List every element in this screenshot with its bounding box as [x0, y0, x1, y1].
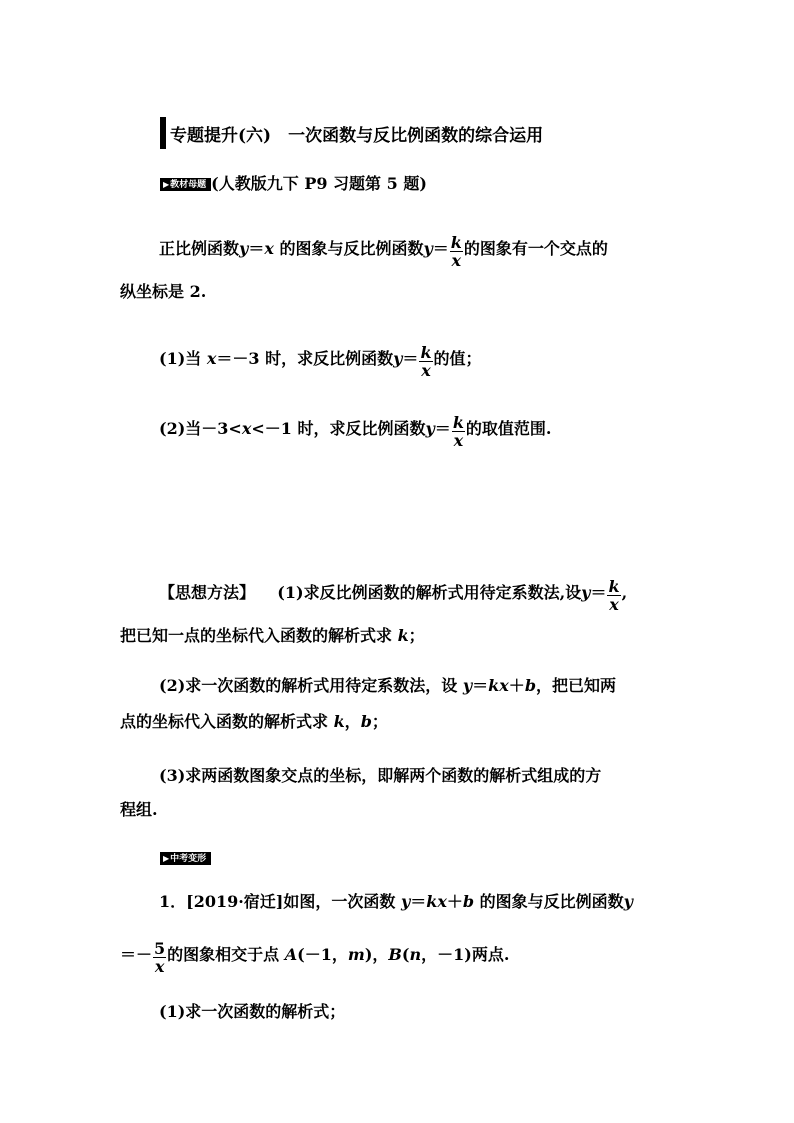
problem-line-1 — [159, 232, 608, 270]
fraction-k-over-x — [450, 234, 463, 269]
exam-text: ( — [401, 945, 410, 964]
exam-tag-label: 中考变形 — [170, 854, 207, 864]
method-text: ，把已知两 — [536, 676, 617, 695]
math-op: ＝ — [410, 892, 427, 911]
fraction-numerator: k — [608, 577, 620, 596]
math-var: k — [333, 712, 345, 731]
exam-question-1 — [159, 1000, 345, 1024]
math-var: B — [388, 945, 402, 964]
exam-problem-line-2 — [120, 938, 510, 976]
exam-text: (－1， — [297, 945, 348, 964]
method-text: ； — [371, 712, 388, 731]
problem-line-2 — [120, 280, 206, 304]
problem-text: 正比例函数 — [159, 239, 240, 258]
math-var: x — [206, 349, 217, 368]
fraction-numerator: k — [452, 413, 464, 432]
question-text: <－1 时，求反比例函数 — [251, 419, 426, 438]
title-text: 专题提升(六) 一次函数与反比例函数的综合运用 — [170, 125, 544, 146]
fraction-k-over-x — [419, 344, 432, 379]
math-var: kx — [488, 676, 509, 695]
fraction-5-over-x — [153, 940, 166, 975]
question-2 — [159, 412, 552, 450]
exam-text: (1)求一次函数的解析式； — [159, 1002, 346, 1021]
math-op: ＝ — [590, 583, 607, 602]
exam-text: ，－1)两点. — [421, 945, 510, 964]
method-text: ， — [344, 712, 361, 731]
problem-text: 纵坐标是 2. — [120, 282, 207, 301]
method-text: 把已知一点的坐标代入函数的解析式求 — [120, 626, 398, 645]
method-line-1b — [120, 624, 425, 648]
math-var: m — [347, 945, 365, 964]
math-var: y — [425, 419, 435, 438]
page-title — [160, 117, 543, 149]
math-var: A — [284, 945, 298, 964]
math-op: ＋ — [508, 676, 525, 695]
method-text: (2)求一次函数的解析式用待定系数法，设 — [159, 676, 463, 695]
math-var: y — [239, 239, 249, 258]
question-text: 的值； — [433, 349, 482, 368]
method-line-3b — [120, 798, 158, 822]
exam-text: 1．[2019·宿迁]如图，一次函数 — [159, 892, 401, 911]
fraction-numerator: k — [420, 343, 432, 362]
fraction-denominator: x — [421, 361, 431, 380]
exam-tag — [160, 852, 211, 865]
math-var: b — [360, 712, 372, 731]
play-triangle-icon: ▶ — [163, 179, 170, 189]
method-text: (3)求两函数图象交点的坐标，即解两个函数的解析式组成的方 — [159, 766, 602, 785]
exam-problem-line-1 — [159, 890, 633, 914]
math-op: ＝ — [432, 239, 449, 258]
math-var: n — [409, 945, 422, 964]
fraction-numerator: k — [450, 233, 462, 252]
method-text: 程组. — [120, 800, 158, 819]
method-text: , — [621, 583, 628, 602]
textbook-source: (人教版九下 P9 习题第 5 题) — [211, 174, 427, 193]
fraction-denominator: x — [609, 595, 619, 614]
math-op: ＝－ — [120, 945, 153, 964]
method-line-2 — [159, 674, 616, 698]
math-var: y — [581, 583, 591, 602]
math-var: x — [264, 239, 274, 258]
math-op: ＋ — [446, 892, 463, 911]
math-op: ＝ — [402, 349, 419, 368]
question-1 — [159, 342, 482, 380]
method-text: ； — [408, 626, 425, 645]
method-label: 【思想方法】 — [159, 583, 256, 602]
math-op: ＝ — [434, 419, 451, 438]
fraction-denominator: x — [453, 431, 464, 450]
method-text: 点的坐标代入函数的解析式求 — [120, 712, 334, 731]
math-var: y — [400, 892, 411, 911]
math-var: b — [462, 892, 475, 911]
question-text: (1)当 — [159, 349, 207, 368]
math-var: y — [423, 239, 433, 258]
textbook-source-line — [160, 172, 427, 196]
fraction-k-over-x — [452, 414, 465, 449]
method-line-1 — [159, 576, 628, 614]
fraction-denominator: x — [154, 957, 165, 976]
exam-text: 的图象与反比例函数 — [474, 892, 624, 911]
math-op: ＝ — [472, 676, 489, 695]
problem-text: 的图象与反比例函数 — [273, 239, 424, 258]
exam-text: )， — [364, 945, 389, 964]
textbook-tag-label: 教材母题 — [170, 180, 207, 190]
fraction-numerator: 5 — [154, 939, 166, 958]
title-bar-decoration — [160, 117, 166, 149]
method-line-2b — [120, 710, 388, 734]
math-var: y — [623, 892, 633, 911]
math-var: y — [462, 676, 473, 695]
math-var: y — [393, 349, 403, 368]
math-var: k — [397, 626, 409, 645]
math-var: x — [241, 419, 252, 438]
exam-text: 的图象相交于点 — [167, 945, 285, 964]
method-text: (1)求反比例函数的解析式用待定系数法,设 — [277, 583, 582, 602]
problem-text: 的图象有一个交点的 — [463, 239, 608, 258]
fraction-k-over-x — [607, 578, 620, 613]
math-op: ＝ — [248, 239, 265, 258]
textbook-tag — [160, 178, 211, 191]
math-var: kx — [426, 892, 447, 911]
question-text: 的取值范围. — [465, 419, 552, 438]
question-text: ＝－3 时，求反比例函数 — [216, 349, 394, 368]
exam-tag-line — [160, 846, 211, 870]
question-text: (2)当－3< — [159, 419, 242, 438]
method-line-3 — [159, 764, 601, 788]
fraction-denominator: x — [451, 251, 462, 270]
math-var: b — [524, 676, 536, 695]
play-triangle-icon: ▶ — [163, 853, 170, 863]
